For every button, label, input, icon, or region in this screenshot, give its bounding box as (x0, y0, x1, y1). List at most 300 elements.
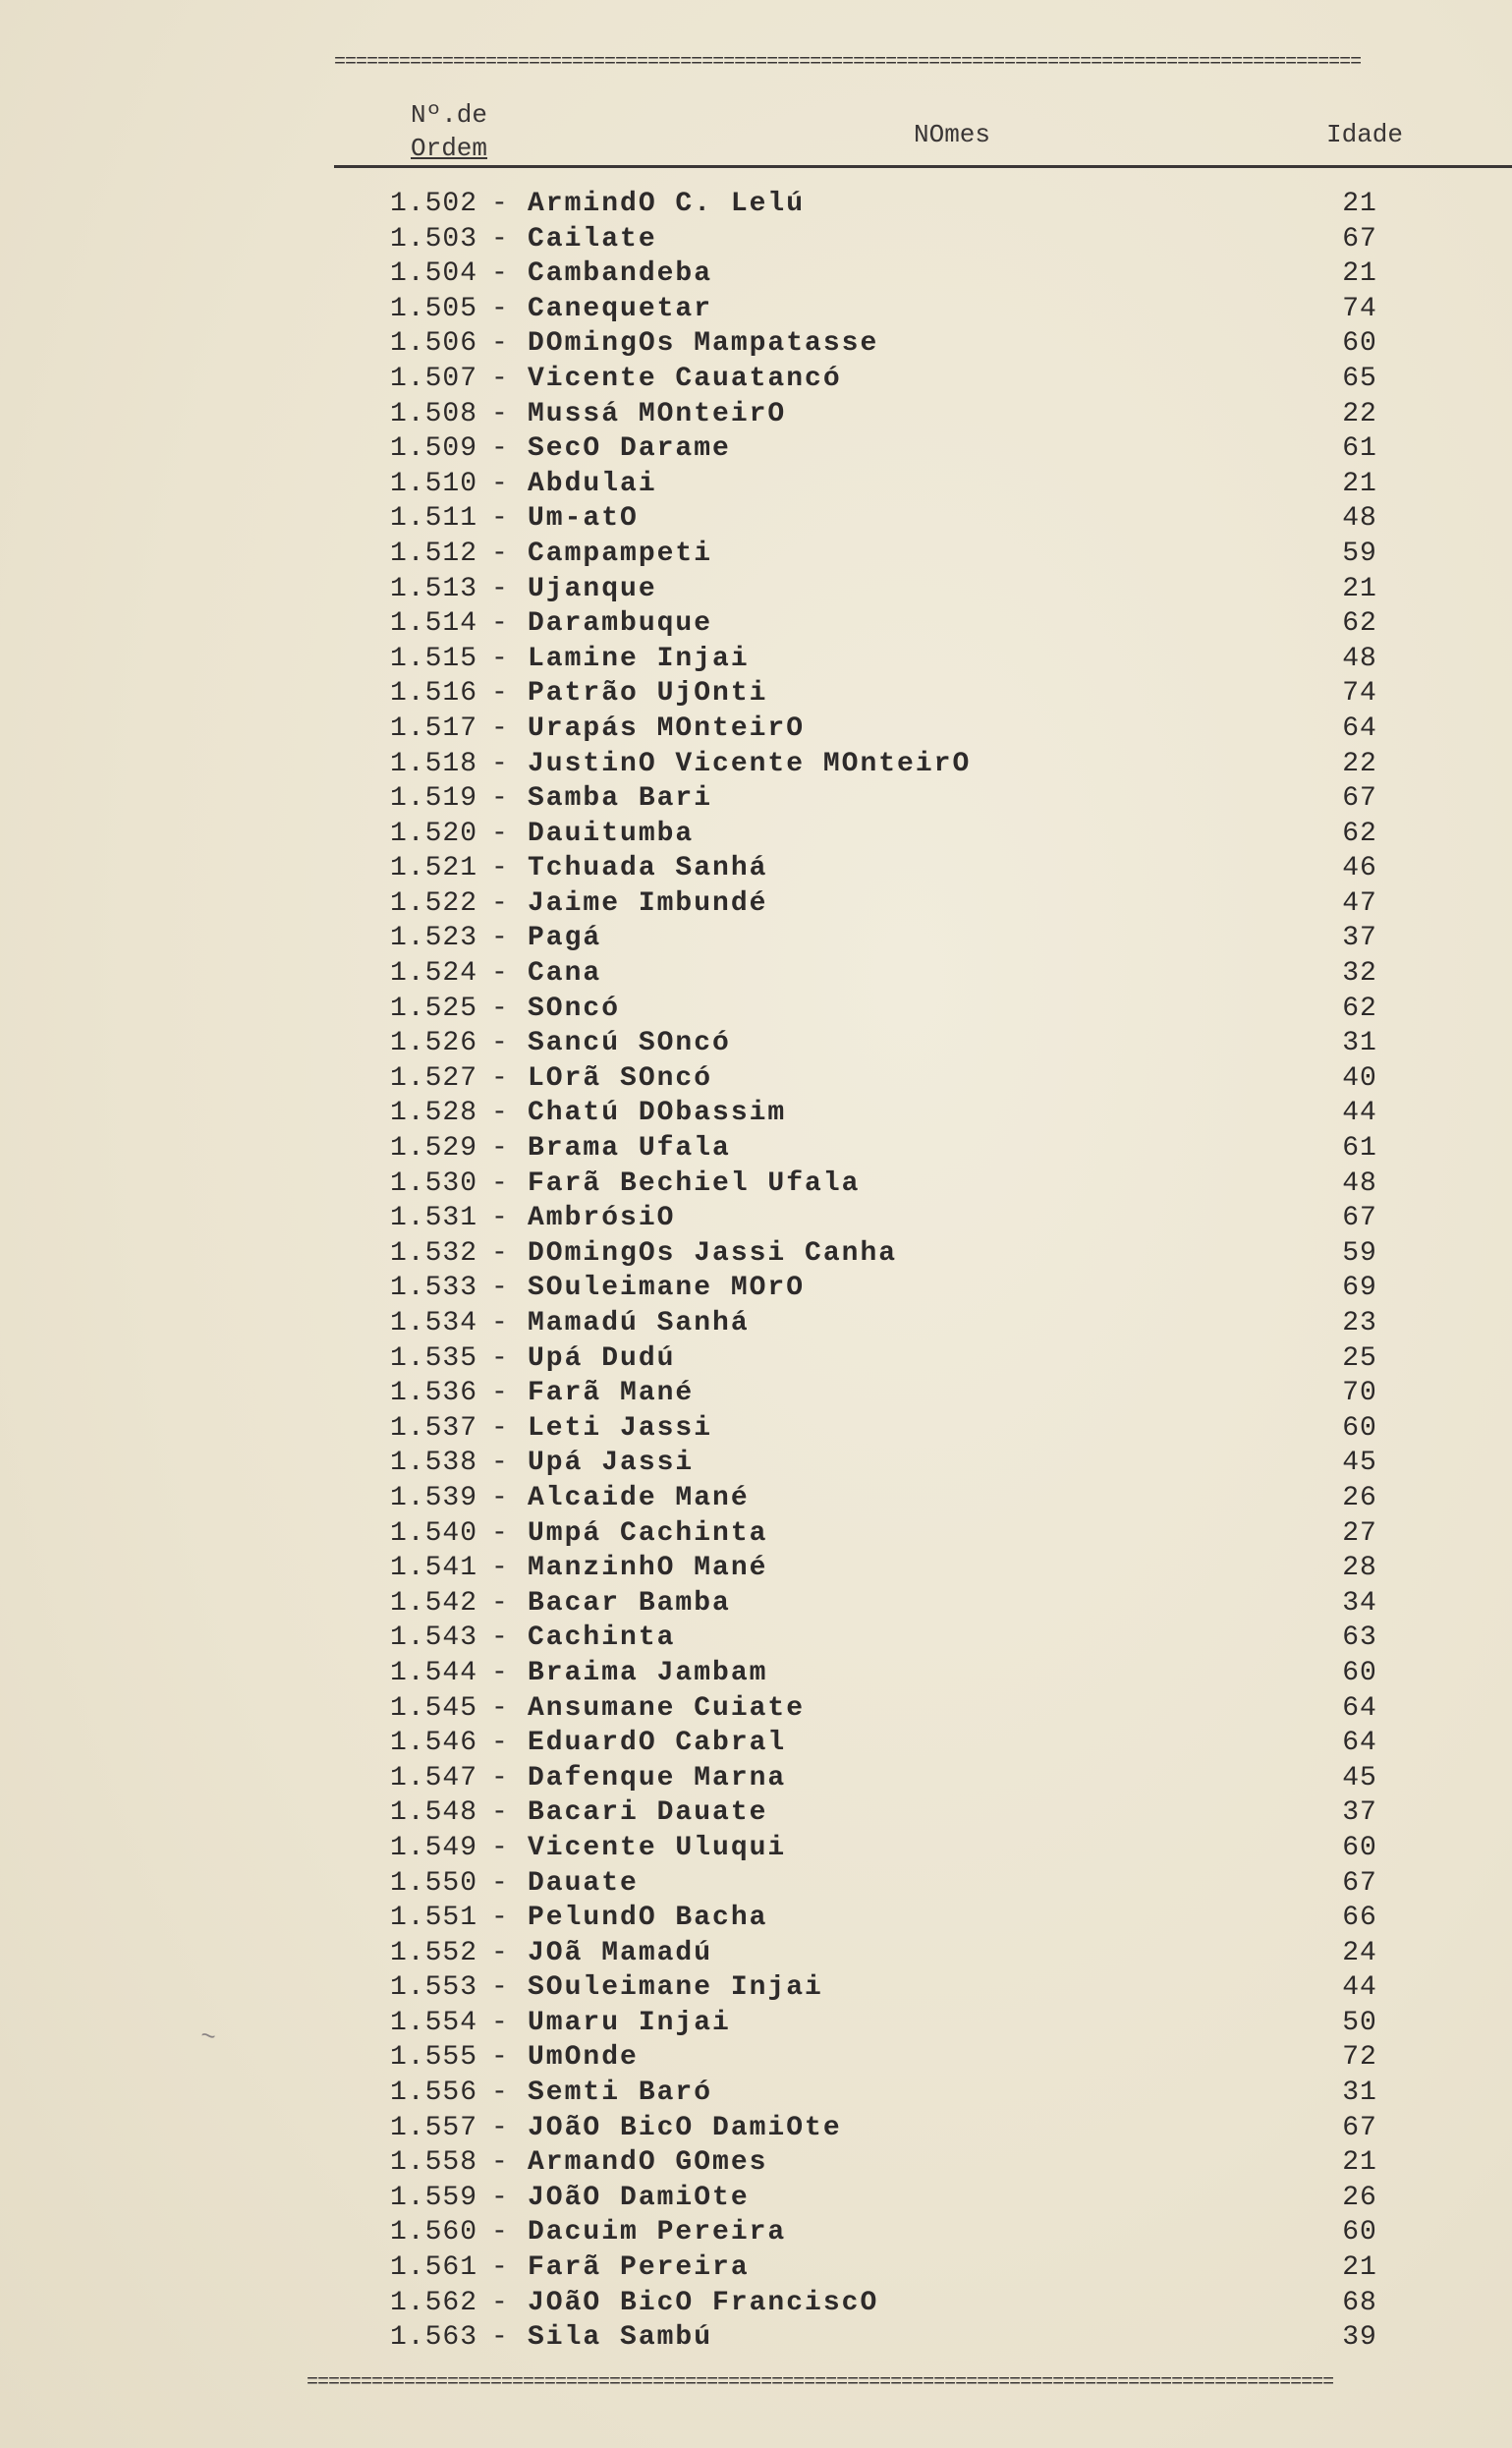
separator-dash: - (491, 328, 508, 360)
person-name: JOãO BicO FranciscO (528, 2287, 879, 2318)
person-age: 66 (1342, 1903, 1377, 1934)
person-name: ArmindO C. Lelú (528, 189, 806, 219)
separator-dash: - (491, 818, 508, 849)
person-name: Cambandeba (528, 258, 713, 290)
separator-dash: - (491, 993, 508, 1024)
list-item (0, 2040, 1512, 2076)
person-age: 37 (1342, 1797, 1377, 1829)
person-age: 27 (1342, 1517, 1377, 1549)
order-number: 1.529 (389, 1133, 477, 1165)
person-age: 67 (1342, 783, 1377, 815)
person-name: ManzinhO Mané (528, 1553, 768, 1584)
person-name: EduardO Cabral (528, 1728, 787, 1759)
person-age: 67 (1342, 1867, 1377, 1899)
separator-dash: - (491, 958, 508, 990)
top-rule: =============================================================================================== (334, 51, 1362, 74)
separator-dash: - (491, 1587, 508, 1619)
person-name: Dafenque Marna (528, 1762, 787, 1793)
person-name: Braima Jambam (528, 1657, 768, 1688)
order-number: 1.560 (389, 2217, 477, 2249)
order-number: 1.550 (389, 1867, 477, 1899)
list-item (0, 467, 1512, 502)
order-number: 1.551 (389, 1903, 477, 1934)
person-name: Samba Bari (528, 783, 713, 815)
person-name: Cailate (528, 223, 657, 255)
person-age: 67 (1342, 1203, 1377, 1234)
person-age: 26 (1342, 1482, 1377, 1513)
person-age: 64 (1342, 1692, 1377, 1724)
order-number: 1.543 (389, 1623, 477, 1654)
list-item (0, 2215, 1512, 2250)
list-item (0, 1551, 1512, 1586)
person-name: Mamadú Sanhá (528, 1308, 750, 1338)
person-age: 64 (1342, 712, 1377, 744)
list-item (0, 2076, 1512, 2111)
order-number: 1.502 (389, 189, 477, 219)
list-item (0, 1341, 1512, 1377)
person-age: 65 (1342, 363, 1377, 394)
person-name: Urapás MOnteirO (528, 712, 806, 744)
margin-pen-mark: ~ (197, 2021, 219, 2054)
list-item (0, 1795, 1512, 1831)
separator-dash: - (491, 643, 508, 674)
list-item (0, 501, 1512, 537)
separator-dash: - (491, 1448, 508, 1479)
order-number: 1.553 (389, 1972, 477, 2004)
person-name: Canequetar (528, 293, 713, 324)
list-item (0, 572, 1512, 607)
separator-dash: - (491, 258, 508, 290)
list-item (0, 362, 1512, 397)
person-age: 31 (1342, 2078, 1377, 2109)
separator-dash: - (491, 1273, 508, 1304)
separator-dash: - (491, 2182, 508, 2213)
order-number: 1.535 (389, 1342, 477, 1374)
separator-dash: - (491, 1062, 508, 1094)
order-number: 1.549 (389, 1832, 477, 1863)
order-number: 1.525 (389, 993, 477, 1024)
list-item (0, 1586, 1512, 1622)
person-name: Bacari Dauate (528, 1797, 768, 1829)
separator-dash: - (491, 923, 508, 954)
separator-dash: - (491, 783, 508, 815)
list-item (0, 851, 1512, 886)
bottom-rule: =============================================================================================== (307, 2371, 1334, 2394)
list-item (0, 1306, 1512, 1341)
list-item (0, 2006, 1512, 2041)
list-item (0, 1516, 1512, 1552)
separator-dash: - (491, 538, 508, 569)
separator-dash: - (491, 1903, 508, 1934)
person-name: Dacuim Pereira (528, 2217, 787, 2249)
person-age: 21 (1342, 573, 1377, 604)
person-age: 70 (1342, 1378, 1377, 1409)
list-item (0, 537, 1512, 572)
person-name: Farã Mané (528, 1378, 695, 1409)
person-name: Sila Sambú (528, 2322, 713, 2354)
person-age: 63 (1342, 1623, 1377, 1654)
separator-dash: - (491, 468, 508, 499)
person-age: 26 (1342, 2182, 1377, 2213)
person-age: 21 (1342, 468, 1377, 499)
order-number: 1.547 (389, 1762, 477, 1793)
list-item (0, 1271, 1512, 1306)
separator-dash: - (491, 1517, 508, 1549)
person-age: 69 (1342, 1273, 1377, 1304)
separator-dash: - (491, 1832, 508, 1863)
person-age: 47 (1342, 887, 1377, 919)
list-item (0, 992, 1512, 1027)
person-age: 61 (1342, 433, 1377, 465)
person-age: 45 (1342, 1762, 1377, 1793)
person-name: UmOnde (528, 2042, 639, 2074)
person-age: 48 (1342, 1167, 1377, 1199)
person-age: 74 (1342, 678, 1377, 710)
order-number: 1.528 (389, 1098, 477, 1129)
person-age: 21 (1342, 189, 1377, 219)
separator-dash: - (491, 1342, 508, 1374)
list-item (0, 1061, 1512, 1097)
person-name: SOuleimane Injai (528, 1972, 823, 2004)
order-number: 1.512 (389, 538, 477, 569)
order-number: 1.527 (389, 1062, 477, 1094)
person-age: 21 (1342, 258, 1377, 290)
separator-dash: - (491, 1553, 508, 1584)
separator-dash: - (491, 2042, 508, 2074)
separator-dash: - (491, 503, 508, 535)
order-number: 1.544 (389, 1657, 477, 1688)
order-number: 1.506 (389, 328, 477, 360)
person-name: Umpá Cachinta (528, 1517, 768, 1549)
names-header: NOmes (914, 120, 991, 149)
person-age: 48 (1342, 503, 1377, 535)
separator-dash: - (491, 433, 508, 465)
separator-dash: - (491, 1482, 508, 1513)
list-item (0, 1621, 1512, 1656)
person-name: Mussá MOnteirO (528, 398, 787, 429)
order-number: 1.552 (389, 1937, 477, 1968)
person-age: 62 (1342, 993, 1377, 1024)
order-number: 1.541 (389, 1553, 477, 1584)
person-age: 21 (1342, 2252, 1377, 2284)
separator-dash: - (491, 1623, 508, 1654)
list-item (0, 1901, 1512, 1936)
order-number: 1.511 (389, 503, 477, 535)
person-name: LOrã SOncó (528, 1062, 713, 1094)
person-name: Darambuque (528, 608, 713, 640)
list-item (0, 1726, 1512, 1761)
order-number: 1.531 (389, 1203, 477, 1234)
list-item (0, 326, 1512, 362)
list-item (0, 1656, 1512, 1691)
list-item (0, 781, 1512, 817)
person-name: Pagá (528, 923, 602, 954)
order-number: 1.505 (389, 293, 477, 324)
order-number: 1.540 (389, 1517, 477, 1549)
person-age: 60 (1342, 1657, 1377, 1688)
list-item (0, 431, 1512, 467)
list-item (0, 606, 1512, 642)
order-number: 1.514 (389, 608, 477, 640)
separator-dash: - (491, 1167, 508, 1199)
list-item (0, 1411, 1512, 1447)
order-header-line2: Ordem (411, 134, 488, 163)
person-age: 72 (1342, 2042, 1377, 2074)
list-item (0, 2181, 1512, 2216)
order-number: 1.533 (389, 1273, 477, 1304)
order-number: 1.536 (389, 1378, 477, 1409)
separator-dash: - (491, 293, 508, 324)
list-item (0, 1167, 1512, 1202)
name-list (0, 187, 1512, 2356)
list-item (0, 1831, 1512, 1866)
person-name: AmbrósiO (528, 1203, 676, 1234)
list-item (0, 712, 1512, 747)
order-number: 1.534 (389, 1308, 477, 1338)
list-item (0, 886, 1512, 922)
list-item (0, 1761, 1512, 1796)
person-age: 22 (1342, 748, 1377, 779)
separator-dash: - (491, 2217, 508, 2249)
person-age: 24 (1342, 1937, 1377, 1968)
separator-dash: - (491, 1308, 508, 1338)
order-number: 1.563 (389, 2322, 477, 2354)
order-number: 1.509 (389, 433, 477, 465)
person-name: Semti Baró (528, 2078, 713, 2109)
order-number: 1.561 (389, 2252, 477, 2284)
order-number: 1.503 (389, 223, 477, 255)
person-age: 44 (1342, 1972, 1377, 2004)
person-age: 61 (1342, 1133, 1377, 1165)
separator-dash: - (491, 712, 508, 744)
separator-dash: - (491, 1762, 508, 1793)
person-age: 28 (1342, 1553, 1377, 1584)
person-name: Umaru Injai (528, 2007, 731, 2038)
order-number: 1.532 (389, 1237, 477, 1269)
person-age: 50 (1342, 2007, 1377, 2038)
person-name: JOãO BicO DamiOte (528, 2112, 842, 2143)
order-number: 1.507 (389, 363, 477, 394)
person-age: 37 (1342, 923, 1377, 954)
separator-dash: - (491, 678, 508, 710)
order-number: 1.520 (389, 818, 477, 849)
person-name: Cachinta (528, 1623, 676, 1654)
list-item (0, 1446, 1512, 1481)
separator-dash: - (491, 223, 508, 255)
person-name: SecO Darame (528, 433, 731, 465)
person-name: JOãO DamiOte (528, 2182, 750, 2213)
person-age: 31 (1342, 1028, 1377, 1059)
order-number: 1.504 (389, 258, 477, 290)
person-age: 59 (1342, 1237, 1377, 1269)
list-item (0, 921, 1512, 956)
order-number: 1.510 (389, 468, 477, 499)
header-underline (334, 165, 1512, 168)
person-name: Upá Dudú (528, 1342, 676, 1374)
person-name: Tchuada Sanhá (528, 853, 768, 884)
separator-dash: - (491, 2112, 508, 2143)
person-name: Brama Ufala (528, 1133, 731, 1165)
separator-dash: - (491, 1098, 508, 1129)
separator-dash: - (491, 1797, 508, 1829)
person-name: DOmingOs Mampatasse (528, 328, 879, 360)
order-number: 1.559 (389, 2182, 477, 2213)
list-item (0, 817, 1512, 852)
list-item (0, 642, 1512, 677)
person-name: Ujanque (528, 573, 657, 604)
order-number: 1.548 (389, 1797, 477, 1829)
order-number: 1.555 (389, 2042, 477, 2074)
separator-dash: - (491, 363, 508, 394)
separator-dash: - (491, 1937, 508, 1968)
person-name: JustinO Vicente MOnteirO (528, 748, 972, 779)
person-age: 59 (1342, 538, 1377, 569)
person-age: 25 (1342, 1342, 1377, 1374)
order-number: 1.530 (389, 1167, 477, 1199)
person-name: Chatú DObassim (528, 1098, 787, 1129)
person-age: 34 (1342, 1587, 1377, 1619)
person-age: 32 (1342, 958, 1377, 990)
separator-dash: - (491, 1657, 508, 1688)
person-age: 39 (1342, 2322, 1377, 2354)
person-age: 22 (1342, 398, 1377, 429)
list-item (0, 1376, 1512, 1411)
order-number: 1.513 (389, 573, 477, 604)
list-item (0, 956, 1512, 992)
person-age: 46 (1342, 853, 1377, 884)
order-number: 1.522 (389, 887, 477, 919)
order-number: 1.508 (389, 398, 477, 429)
separator-dash: - (491, 1203, 508, 1234)
person-name: Vicente Cauatancó (528, 363, 842, 394)
order-number: 1.538 (389, 1448, 477, 1479)
person-age: 67 (1342, 223, 1377, 255)
separator-dash: - (491, 748, 508, 779)
list-item (0, 397, 1512, 432)
separator-dash: - (491, 1028, 508, 1059)
person-name: Dauate (528, 1867, 639, 1899)
order-number: 1.516 (389, 678, 477, 710)
person-name: Upá Jassi (528, 1448, 695, 1479)
person-age: 62 (1342, 818, 1377, 849)
person-age: 48 (1342, 643, 1377, 674)
person-age: 44 (1342, 1098, 1377, 1129)
separator-dash: - (491, 1412, 508, 1444)
list-item (0, 1026, 1512, 1061)
separator-dash: - (491, 2322, 508, 2354)
person-age: 60 (1342, 1412, 1377, 1444)
list-item (0, 1236, 1512, 1272)
person-name: Farã Bechiel Ufala (528, 1167, 861, 1199)
person-name: Sancú SOncó (528, 1028, 731, 1059)
person-name: Vicente Uluqui (528, 1832, 787, 1863)
order-number: 1.518 (389, 748, 477, 779)
person-age: 45 (1342, 1448, 1377, 1479)
person-name: SOuleimane MOrO (528, 1273, 806, 1304)
order-number: 1.526 (389, 1028, 477, 1059)
separator-dash: - (491, 1867, 508, 1899)
person-age: 68 (1342, 2287, 1377, 2318)
list-item (0, 1201, 1512, 1236)
separator-dash: - (491, 2078, 508, 2109)
person-name: Campampeti (528, 538, 713, 569)
person-age: 62 (1342, 608, 1377, 640)
person-name: SOncó (528, 993, 621, 1024)
person-age: 40 (1342, 1062, 1377, 1094)
list-item (0, 2320, 1512, 2356)
person-name: ArmandO GOmes (528, 2147, 768, 2179)
separator-dash: - (491, 2007, 508, 2038)
person-name: Farã Pereira (528, 2252, 750, 2284)
person-age: 64 (1342, 1728, 1377, 1759)
list-item (0, 2145, 1512, 2181)
order-number: 1.546 (389, 1728, 477, 1759)
separator-dash: - (491, 2287, 508, 2318)
separator-dash: - (491, 189, 508, 219)
order-number: 1.523 (389, 923, 477, 954)
person-name: Ansumane Cuiate (528, 1692, 806, 1724)
list-item (0, 292, 1512, 327)
order-number: 1.517 (389, 712, 477, 744)
separator-dash: - (491, 2147, 508, 2179)
separator-dash: - (491, 608, 508, 640)
person-age: 21 (1342, 2147, 1377, 2179)
separator-dash: - (491, 1133, 508, 1165)
order-number-header (411, 98, 487, 165)
order-number: 1.542 (389, 1587, 477, 1619)
person-name: Cana (528, 958, 602, 990)
list-item (0, 1131, 1512, 1167)
order-number: 1.537 (389, 1412, 477, 1444)
person-age: 23 (1342, 1308, 1377, 1338)
person-name: Patrão UjOnti (528, 678, 768, 710)
separator-dash: - (491, 1972, 508, 2004)
list-item (0, 747, 1512, 782)
person-name: Dauitumba (528, 818, 695, 849)
order-number: 1.556 (389, 2078, 477, 2109)
list-item (0, 222, 1512, 257)
person-name: Alcaide Mané (528, 1482, 750, 1513)
separator-dash: - (491, 1237, 508, 1269)
list-item (0, 187, 1512, 222)
separator-dash: - (491, 1692, 508, 1724)
order-number: 1.524 (389, 958, 477, 990)
order-header-line1: Nº.de (411, 100, 488, 130)
person-name: Abdulai (528, 468, 657, 499)
list-item (0, 1096, 1512, 1131)
order-number: 1.519 (389, 783, 477, 815)
list-item (0, 256, 1512, 292)
order-number: 1.521 (389, 853, 477, 884)
order-number: 1.539 (389, 1482, 477, 1513)
person-name: JOã Mamadú (528, 1937, 713, 1968)
person-name: Um-atO (528, 503, 639, 535)
list-item (0, 2286, 1512, 2321)
person-age: 67 (1342, 2112, 1377, 2143)
person-name: PelundO Bacha (528, 1903, 768, 1934)
list-item (0, 676, 1512, 712)
separator-dash: - (491, 887, 508, 919)
person-age: 74 (1342, 293, 1377, 324)
list-item (0, 1936, 1512, 1971)
list-item (0, 2250, 1512, 2286)
age-header: Idade (1326, 120, 1404, 149)
list-item (0, 1866, 1512, 1902)
person-name: DOmingOs Jassi Canha (528, 1237, 898, 1269)
person-age: 60 (1342, 2217, 1377, 2249)
separator-dash: - (491, 398, 508, 429)
person-name: Leti Jassi (528, 1412, 713, 1444)
